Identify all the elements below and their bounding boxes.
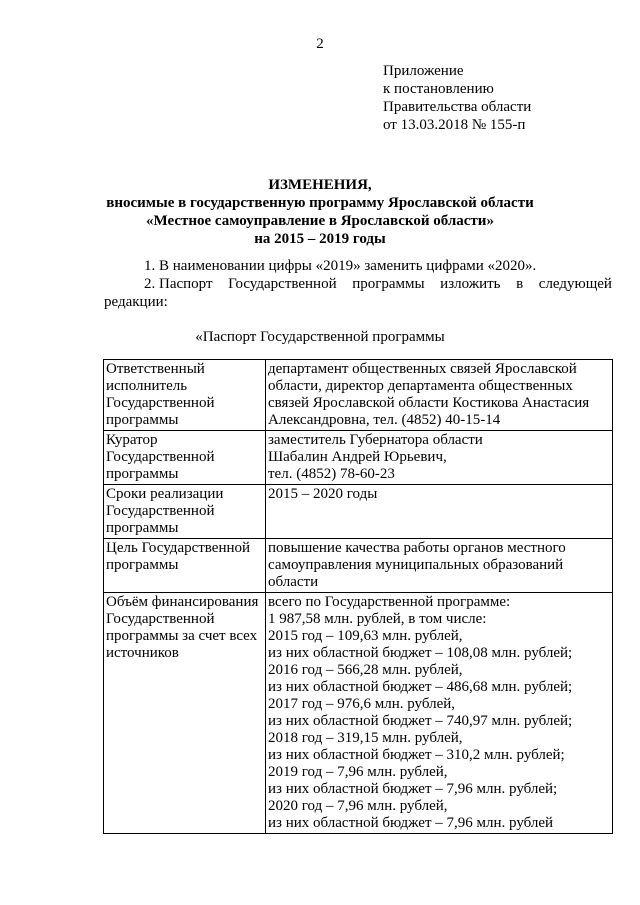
table-row: [104, 539, 613, 593]
value-line: 2017 год – 976,6 млн. рублей,: [268, 696, 456, 712]
table-row: [104, 431, 613, 485]
value-line: тел. (4852) 78-60-23: [268, 466, 395, 482]
value-line: 2020 год – 7,96 млн. рублей,: [268, 798, 448, 814]
appendix-note: [383, 62, 531, 134]
row-value-cell: [266, 485, 613, 539]
appendix-line: к постановлению: [383, 81, 494, 97]
label-line: Государственной: [106, 395, 215, 411]
paragraph-1: 1. В наименовании цифры «2019» заменить цифрами «2020».: [144, 258, 537, 274]
label-line: Объём финансирования: [106, 594, 259, 610]
value-line: Шабалин Андрей Юрьевич,: [268, 449, 447, 465]
row-label-cell: [104, 539, 266, 593]
label-line: Государственной: [106, 449, 215, 465]
value-line: Александровна, тел. (4852) 40-15-14: [268, 412, 501, 428]
label-line: программы: [106, 466, 179, 482]
value-line: 2015 – 2020 годы: [268, 486, 378, 502]
row-value-cell: [266, 431, 613, 485]
paragraph-2: [104, 275, 612, 311]
label-line: Куратор: [106, 432, 158, 448]
page-number: 2: [316, 36, 324, 52]
document-title: [0, 176, 640, 248]
row-value-cell: [266, 539, 613, 593]
passport-title: «Паспорт Государственной программы: [195, 329, 445, 345]
value-line: связей Ярославской области Костикова Анастасия: [268, 395, 590, 411]
value-line: из них областной бюджет – 108,08 млн. рублей;: [268, 645, 573, 661]
label-line: Цель Государственной: [106, 540, 251, 556]
row-label-cell: [104, 485, 266, 539]
label-line: источников: [106, 645, 179, 661]
label-line: Государственной: [106, 503, 215, 519]
label-line: Государственной: [106, 611, 215, 627]
row-label-cell: [104, 360, 266, 431]
value-line: из них областной бюджет – 486,68 млн. рублей;: [268, 679, 573, 695]
value-line: 2016 год – 566,28 млн. рублей,: [268, 662, 463, 678]
row-value-cell: [266, 360, 613, 431]
value-line: повышение качества работы органов местного: [268, 540, 566, 556]
title-line: «Местное самоуправление в Ярославской области»: [146, 213, 494, 229]
label-line: программы: [106, 412, 179, 428]
appendix-line: Приложение: [383, 63, 464, 79]
paragraph-2-word: программы: [352, 276, 425, 292]
table-row: [104, 593, 613, 834]
value-line: департамент общественных связей Ярославской: [268, 361, 577, 377]
label-line: Сроки реализации: [106, 486, 224, 502]
label-line: программы за счет всех: [106, 628, 258, 644]
passport-table: [103, 359, 613, 834]
value-line: всего по Государственной программе:: [268, 594, 511, 610]
value-line: области, директор департамента общественных: [268, 378, 573, 394]
appendix-line: Правительства области: [383, 99, 532, 115]
paragraph-2-word: в: [516, 276, 524, 292]
label-line: Ответственный: [106, 361, 205, 377]
title-line: вносимые в государственную программу Ярославской области: [106, 195, 534, 211]
appendix-line: от 13.03.2018 № 155-п: [383, 117, 526, 133]
title-line: ИЗМЕНЕНИЯ,: [268, 177, 372, 193]
value-line: 2019 год – 7,96 млн. рублей,: [268, 764, 448, 780]
passport-table-body: [104, 360, 613, 834]
table-row: [104, 360, 613, 431]
value-line: 2015 год – 109,63 млн. рублей,: [268, 628, 463, 644]
value-line: заместитель Губернатора области: [268, 432, 483, 448]
title-line: на 2015 – 2019 годы: [254, 231, 386, 247]
row-label-cell: [104, 593, 266, 834]
value-line: 2018 год – 319,15 млн. рублей,: [268, 730, 463, 746]
row-value-cell: [266, 593, 613, 834]
row-label-cell: [104, 431, 266, 485]
table-row: [104, 485, 613, 539]
value-line: из них областной бюджет – 310,2 млн. рублей;: [268, 747, 565, 763]
paragraph-2-word: Государственной: [228, 276, 337, 292]
value-line: области: [268, 574, 319, 590]
value-line: из них областной бюджет – 7,96 млн. рублей: [268, 815, 554, 831]
value-line: 1 987,58 млн. рублей, в том числе:: [268, 611, 487, 627]
paragraph-2-word: 2. Паспорт: [144, 276, 213, 292]
paragraph-2-line-1: [104, 275, 612, 293]
value-line: самоуправления муниципальных образований: [268, 557, 564, 573]
value-line: из них областной бюджет – 7,96 млн. рублей;: [268, 781, 558, 797]
value-line: из них областной бюджет – 740,97 млн. рублей;: [268, 713, 573, 729]
paragraph-2-line-2: редакции:: [104, 294, 168, 310]
label-line: программы: [106, 520, 179, 536]
paragraph-2-word: следующей: [538, 276, 612, 292]
label-line: программы: [106, 557, 179, 573]
label-line: исполнитель: [106, 378, 188, 394]
paragraph-2-word: изложить: [440, 276, 501, 292]
